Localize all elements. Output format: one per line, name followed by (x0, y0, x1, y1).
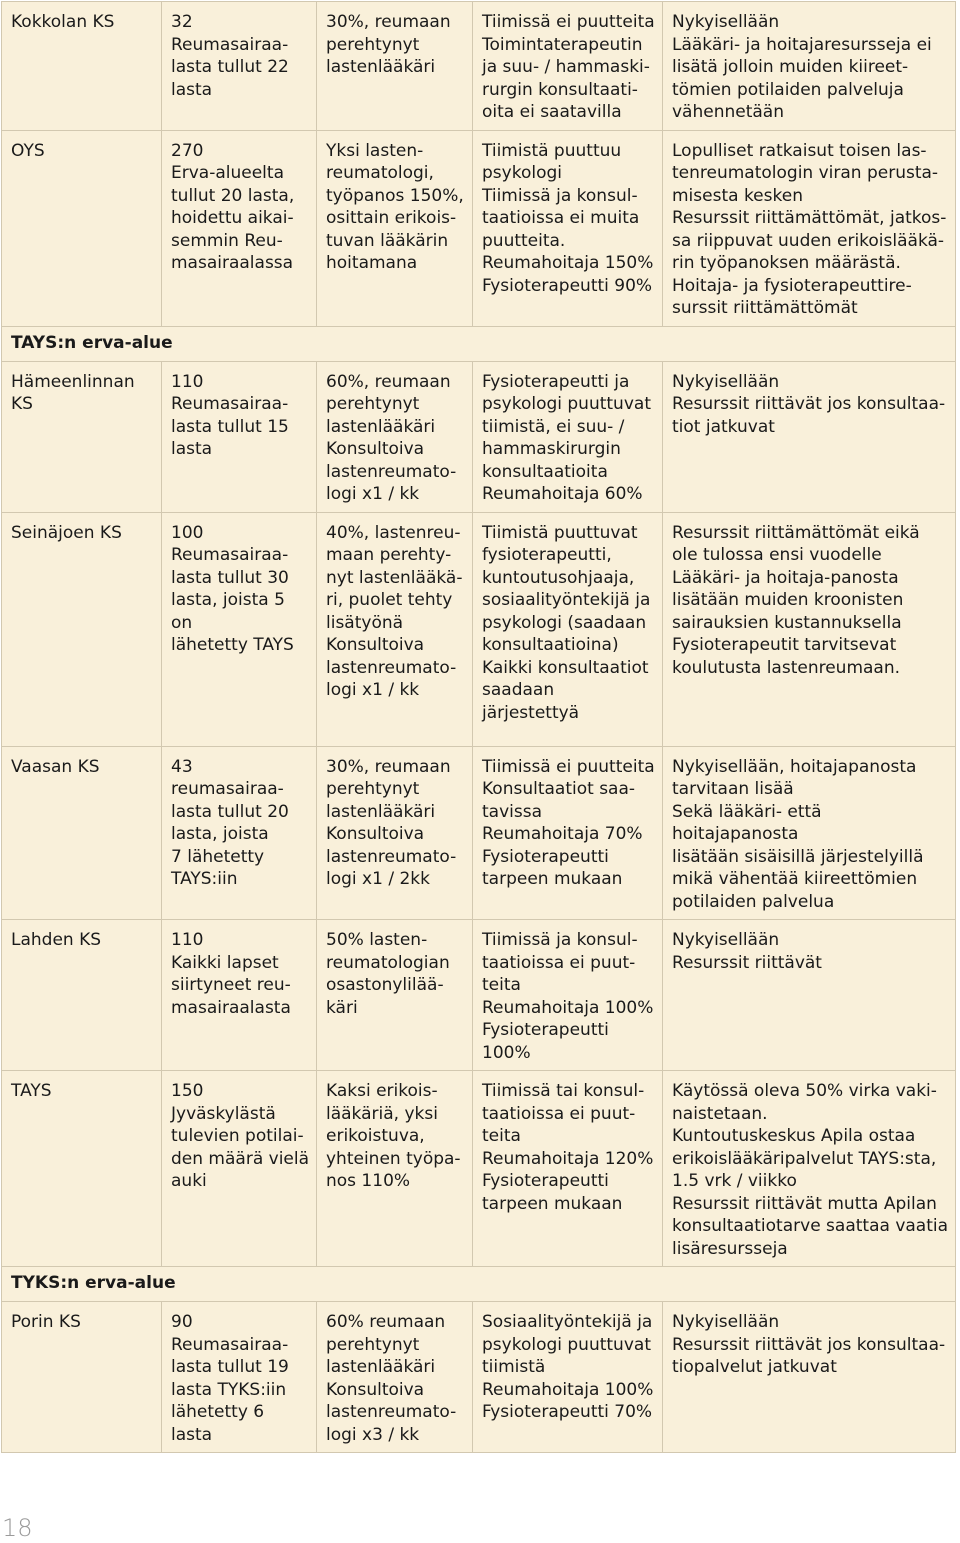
resources-cell: Resurssit riittämättömät eikä ole tulossa ensi vuodelle Lääkäri- ja hoitaja-panosta lisätään muiden kroonisten sairauksien kustannuksella Fysioterapeutit tarvitsevat koulutusta lastenreumaan. (663, 512, 956, 746)
hospital-cell: Lahden KS (2, 920, 162, 1071)
resources-cell: Käytössä oleva 50% virka vaki- naistetaan. Kuntoutuskeskus Apila ostaa erikoislääkäripalvelut TAYS:sta, 1.5 vrk / viikko Resurssit riittävät mutta Apilan konsultaatiotarve saattaa vaatia lisäresursseja (663, 1071, 956, 1267)
resource-table (1, 1, 956, 1453)
physician-cell: Yksi lasten- reumatologi, työpanos 150%, osittain erikois- tuvan lääkärin hoitamana (317, 130, 473, 326)
resources-cell: Nykyisellään, hoitajapanosta tarvitaan lisää Sekä lääkäri- että hoitajapanosta lisätään sisäisillä järjestelyillä mikä vähentää kiireettömien potilaiden palvelua (663, 746, 956, 920)
team-cell: Tiimissä ja konsul- taatioissa ei puut- teita Reumahoitaja 100% Fysioterapeutti 100% (473, 920, 663, 1071)
table-row (2, 2, 956, 131)
table-row (2, 1302, 956, 1453)
hospital-cell: Seinäjoen KS (2, 512, 162, 746)
patient-count-cell: 270 Erva-alueelta tullut 20 lasta, hoidettu aikai- semmin Reu- masairaalassa (162, 130, 317, 326)
hospital-cell: Porin KS (2, 1302, 162, 1453)
physician-cell: Kaksi erikois- lääkäriä, yksi erikoistuva, yhteinen työpa- nos 110% (317, 1071, 473, 1267)
physician-cell: 60%, reumaan perehtynyt lastenlääkäri Konsultoiva lastenreumato- logi x1 / kk (317, 361, 473, 512)
hospital-cell: OYS (2, 130, 162, 326)
physician-cell: 30%, reumaan perehtynyt lastenlääkäri (317, 2, 473, 131)
hospital-cell: Hämeenlinnan KS (2, 361, 162, 512)
team-cell: Fysioterapeutti ja psykologi puuttuvat tiimistä, ei suu- / hammaskirurgin konsultaatioita Reumahoitaja 60% (473, 361, 663, 512)
table-row (2, 746, 956, 920)
resources-cell: Nykyisellään Resurssit riittävät (663, 920, 956, 1071)
hospital-cell: Vaasan KS (2, 746, 162, 920)
hospital-cell: Kokkolan KS (2, 2, 162, 131)
team-cell: Sosiaalityöntekijä ja psykologi puuttuvat tiimistä Reumahoitaja 100% Fysioterapeutti 70% (473, 1302, 663, 1453)
patient-count-cell: 150 Jyväskylästä tulevien potilai- den määrä vielä auki (162, 1071, 317, 1267)
resources-cell: Lopulliset ratkaisut toisen las- tenreumatologin viran perusta- misesta kesken Resurssit riittämättömät, jatkos- sa riippuvat uuden erikoislääkä- rin työpanoksen määrästä. Hoitaja- ja fysioterapeuttire- surssit riittämättömät (663, 130, 956, 326)
section-row (2, 1267, 956, 1302)
table-body (2, 2, 956, 1453)
physician-cell: 60% reumaan perehtynyt lastenlääkäri Konsultoiva lastenreumato- logi x3 / kk (317, 1302, 473, 1453)
team-cell: Tiimissä ei puutteita Konsultaatiot saa- tavissa Reumahoitaja 70% Fysioterapeutti tarpeen mukaan (473, 746, 663, 920)
table-row (2, 361, 956, 512)
section-heading: TAYS:n erva-alue (2, 326, 956, 361)
page-number: 18 (2, 1514, 33, 1542)
section-heading: TYKS:n erva-alue (2, 1267, 956, 1302)
physician-cell: 30%, reumaan perehtynyt lastenlääkäri Konsultoiva lastenreumato- logi x1 / 2kk (317, 746, 473, 920)
table-row (2, 512, 956, 746)
resources-cell: Nykyisellään Lääkäri- ja hoitajaresursseja ei lisätä jolloin muiden kiireet- tömien potilaiden palveluja vähennetään (663, 2, 956, 131)
patient-count-cell: 110 Reumasairaa- lasta tullut 15 lasta (162, 361, 317, 512)
resources-cell: Nykyisellään Resurssit riittävät jos konsultaa- tiot jatkuvat (663, 361, 956, 512)
table-row (2, 920, 956, 1071)
patient-count-cell: 32 Reumasairaa- lasta tullut 22 lasta (162, 2, 317, 131)
team-cell: Tiimistä puuttuvat fysioterapeutti, kuntoutusohjaaja, sosiaalityöntekijä ja psykologi (saadaan konsultaatioina) Kaikki konsultaatiot saadaan järjestettyä (473, 512, 663, 746)
patient-count-cell: 100 Reumasairaa- lasta tullut 30 lasta, joista 5 on lähetetty TAYS (162, 512, 317, 746)
team-cell: Tiimissä ei puutteita Toimintaterapeutin ja suu- / hammaski- rurgin konsultaati- oita ei saatavilla (473, 2, 663, 131)
team-cell: Tiimissä tai konsul- taatioissa ei puut- teita Reumahoitaja 120% Fysioterapeutti tarpeen mukaan (473, 1071, 663, 1267)
table-row (2, 130, 956, 326)
resources-cell: Nykyisellään Resurssit riittävät jos konsultaa- tiopalvelut jatkuvat (663, 1302, 956, 1453)
section-row (2, 326, 956, 361)
hospital-cell: TAYS (2, 1071, 162, 1267)
team-cell: Tiimistä puuttuu psykologi Tiimissä ja konsul- taatioissa ei muita puutteita. Reumahoitaja 150% Fysioterapeutti 90% (473, 130, 663, 326)
patient-count-cell: 43 reumasairaa- lasta tullut 20 lasta, joista 7 lähetetty TAYS:iin (162, 746, 317, 920)
physician-cell: 50% lasten- reumatologian osastonylilää- käri (317, 920, 473, 1071)
physician-cell: 40%, lastenreu- maan perehty- nyt lastenlääkä- ri, puolet tehty lisätyönä Konsultoiva lastenreumato- logi x1 / kk (317, 512, 473, 746)
patient-count-cell: 90 Reumasairaa- lasta tullut 19 lasta TYKS:iin lähetetty 6 lasta (162, 1302, 317, 1453)
table-row (2, 1071, 956, 1267)
patient-count-cell: 110 Kaikki lapset siirtyneet reu- masairaalasta (162, 920, 317, 1071)
